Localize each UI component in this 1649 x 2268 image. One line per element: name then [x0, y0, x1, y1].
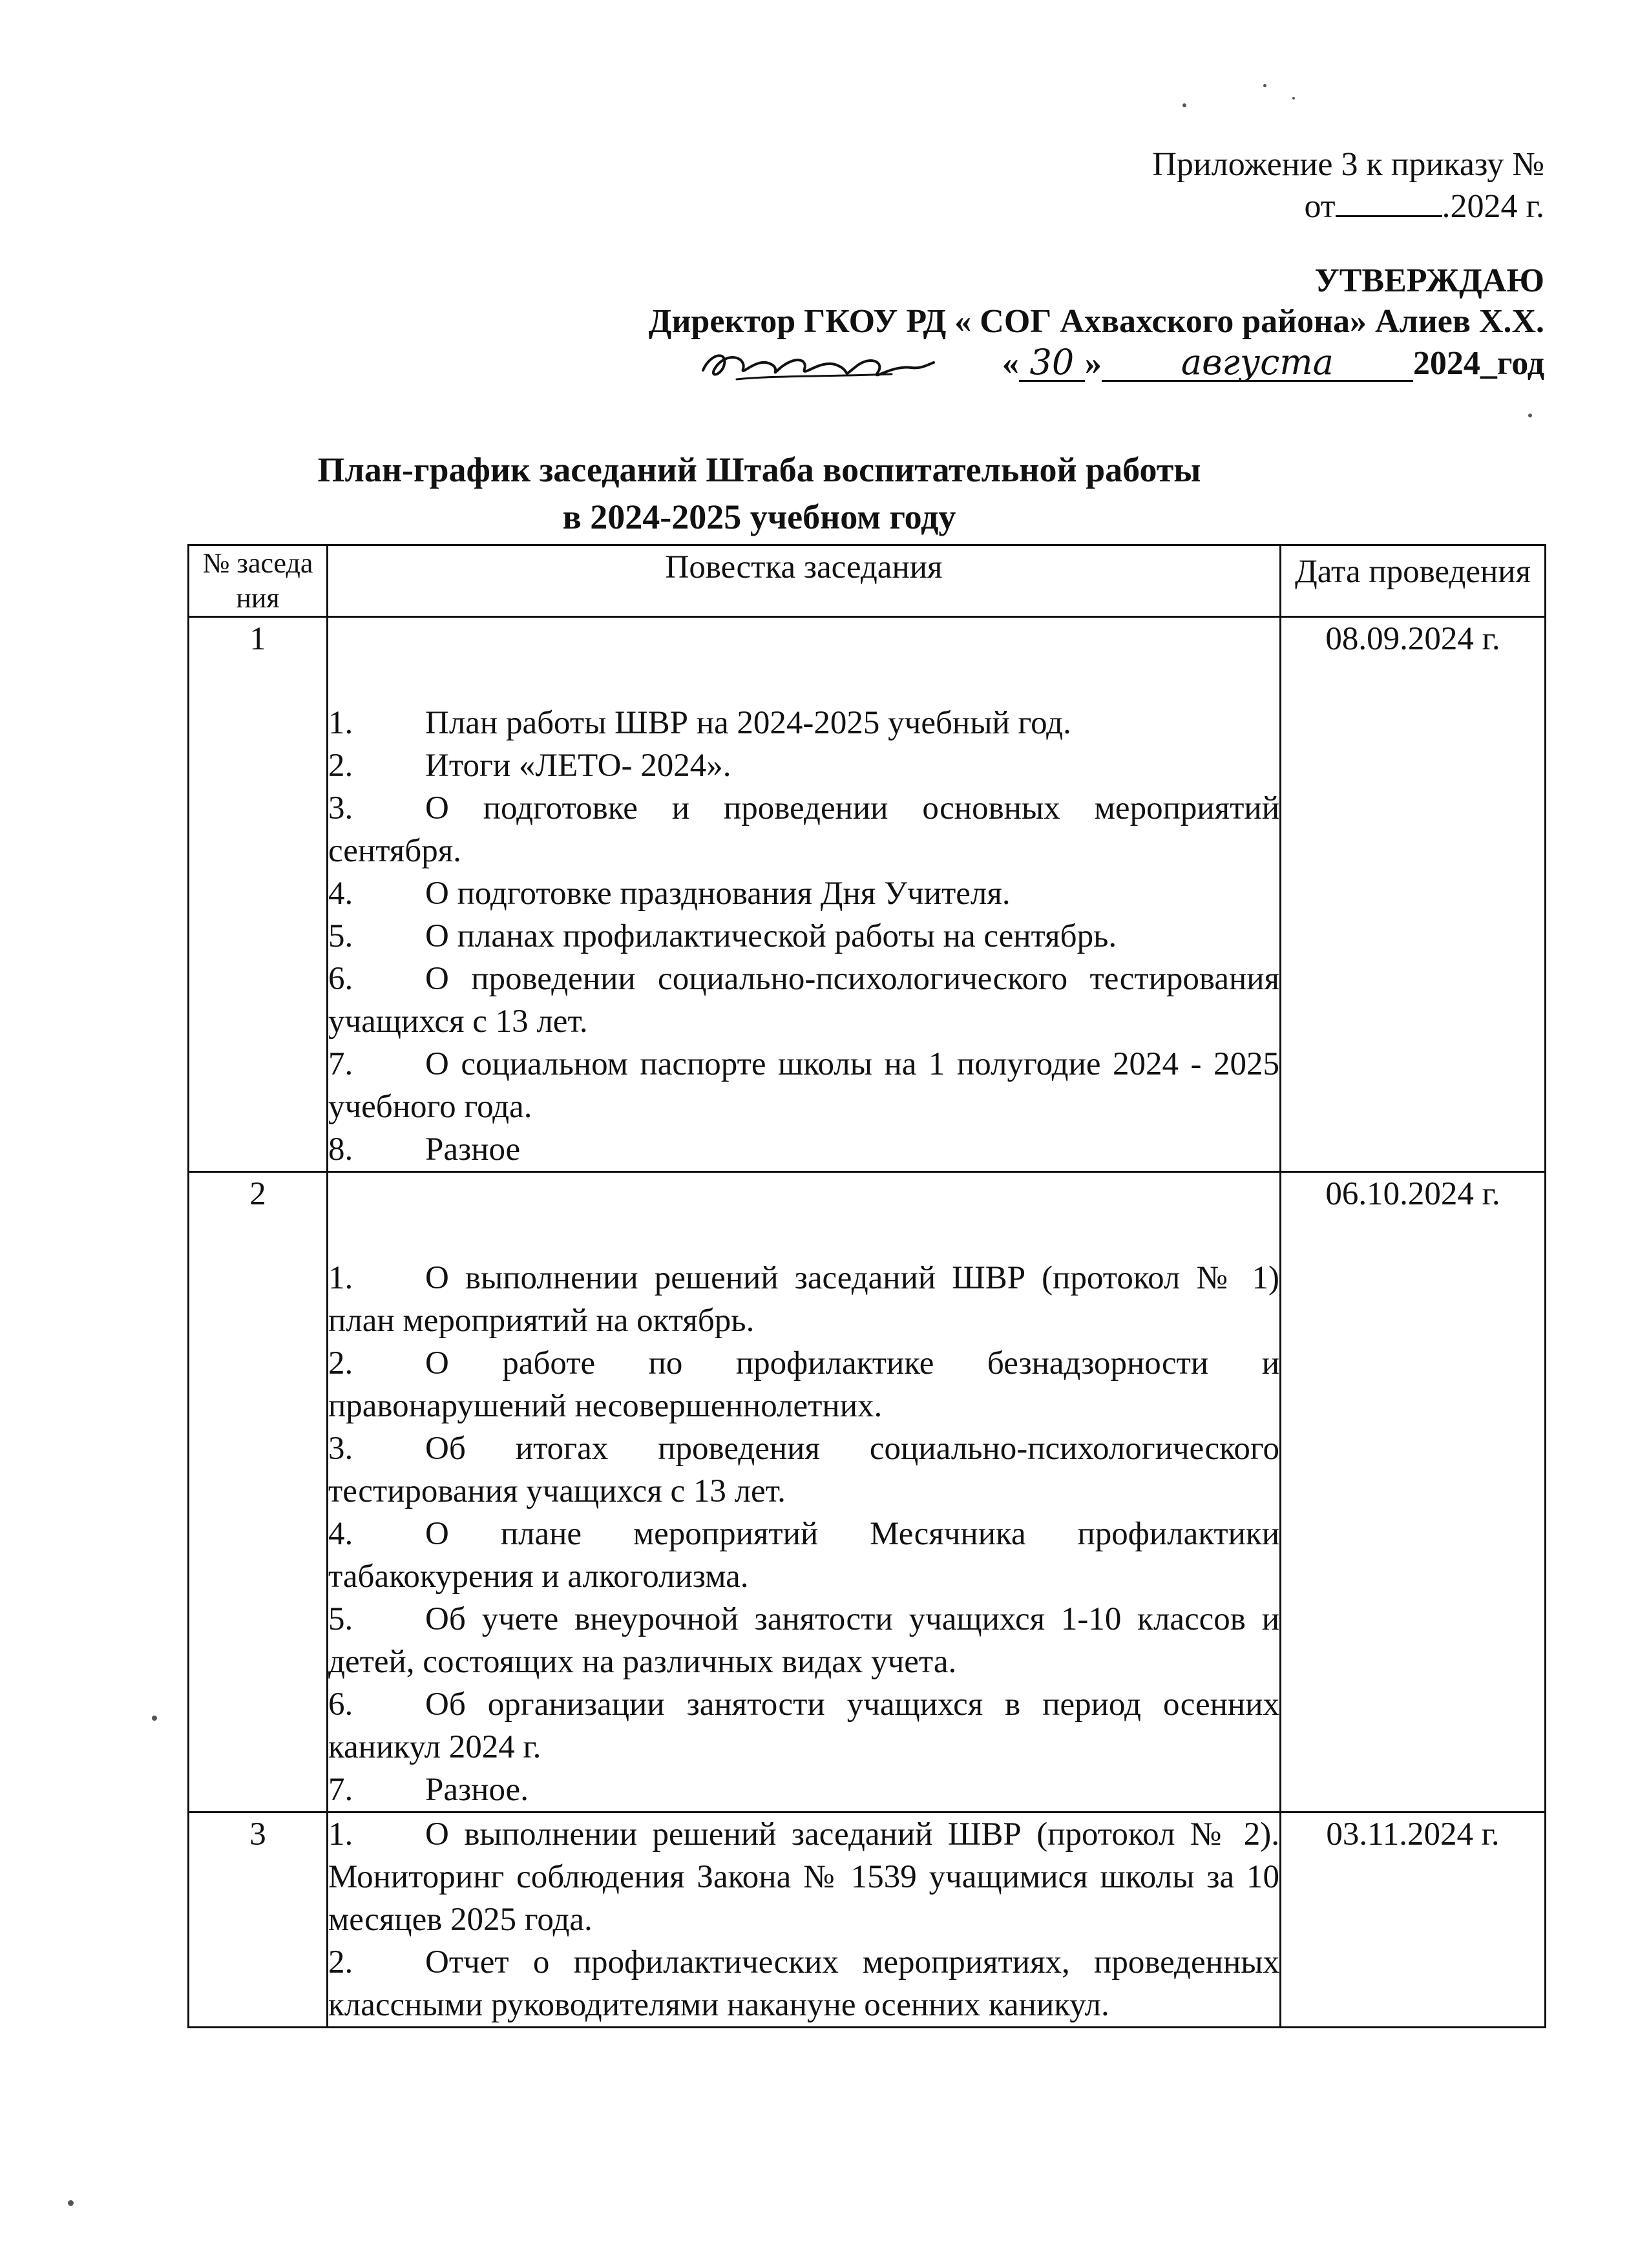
document-title: План-график заседаний Штаба воспитательной работы: [317, 450, 1201, 489]
handwritten-signature: [698, 339, 937, 388]
scan-speck: [1292, 97, 1295, 100]
meeting-number: 2: [189, 1172, 328, 1812]
header-agenda: Повестка заседания: [328, 545, 1281, 617]
list-item: 6. Об организации занятости учащихся в период осенних каникул 2024 г.: [328, 1686, 1279, 1765]
order-date-blank: [1336, 215, 1442, 217]
appendix-reference: Приложение 3 к приказу №: [1152, 146, 1544, 183]
approve-heading: УТВЕРЖДАЮ: [1314, 262, 1544, 299]
meeting-date: 06.10.2024 г.: [1281, 1172, 1546, 1812]
list-item: 7. Разное.: [328, 1772, 529, 1808]
list-item: 6. О проведении социально-психологического тестирования учащихся с 13 лет.: [328, 961, 1279, 1040]
agenda-cell: [328, 1812, 1281, 2028]
order-date-suffix: .2024 г.: [1442, 188, 1544, 225]
list-item: 5. О планах профилактической работы на сентябрь.: [328, 918, 1117, 954]
agenda-list: [328, 1257, 1279, 1811]
quote-close: »: [1084, 345, 1102, 382]
header-date: Дата проведения: [1281, 545, 1546, 617]
agenda-list: [328, 702, 1279, 1171]
list-item: 1. О выполнении решений заседаний ШВР (протокол № 1) план мероприятий на октябрь.: [328, 1260, 1279, 1339]
quote-open: «: [1002, 345, 1019, 382]
scan-speck: [152, 1716, 157, 1721]
list-item: 3. Об итогах проведения социально-психологического тестирования учащихся с 13 лет.: [328, 1431, 1279, 1509]
table-row: [189, 1812, 1546, 2028]
list-item: 7. О социальном паспорте школы на 1 полугодие 2024 - 2025 учебного года.: [328, 1046, 1279, 1125]
agenda-cell: [328, 1172, 1281, 1812]
list-item: 1. О выполнении решений заседаний ШВР (протокол № 2). Мониторинг соблюдения Закона № 1539 учащимися школы за 10 месяцев 2025 года.: [328, 1816, 1279, 1938]
scan-speck: [68, 2200, 74, 2206]
meeting-schedule-table: [187, 544, 1546, 2028]
header-meeting-number: № заседа ния: [189, 545, 328, 617]
list-item: 3. О подготовке и проведении основных мероприятий сентября.: [328, 790, 1279, 869]
document-subtitle: в 2024-2025 учебном году: [562, 498, 956, 536]
table-row: [189, 1172, 1546, 1812]
meeting-date: 03.11.2024 г.: [1281, 1812, 1546, 2028]
list-item: 2. О работе по профилактике безнадзорности и правонарушений несовершеннолетних.: [328, 1345, 1279, 1424]
agenda-list: [328, 1813, 1279, 2026]
meeting-date: 08.09.2024 г.: [1281, 617, 1546, 1172]
scan-speck: [1263, 84, 1266, 87]
blank-space: [328, 1173, 1279, 1257]
list-item: 4. О подготовке празднования Дня Учителя.: [328, 876, 1011, 912]
table-row: [189, 617, 1546, 1172]
meeting-number: 1: [189, 617, 328, 1172]
list-item: 2. Итоги «ЛЕТО- 2024».: [328, 748, 731, 784]
approval-day: 30: [1019, 345, 1085, 382]
blank-space: [328, 618, 1279, 702]
scan-speck: [1528, 414, 1532, 417]
signature-line: [646, 339, 1544, 391]
list-item: 5. Об учете внеурочной занятости учащихся 1-10 классов и детей, состоящих на различных видах учета.: [328, 1601, 1279, 1680]
list-item: 4. О плане мероприятий Месячника профилактики табакокурения и алкоголизма.: [328, 1516, 1279, 1595]
scan-speck: [1182, 103, 1186, 107]
order-date-line: [452, 187, 1544, 226]
list-item: 8. Разное: [328, 1131, 521, 1168]
agenda-cell: [328, 617, 1281, 1172]
director-line: Директор ГКОУ РД « СОГ Ахвахского района» Алиев Х.Х.: [648, 303, 1544, 340]
approval-month: августа: [1102, 345, 1413, 382]
order-date-prefix: от: [1304, 188, 1336, 225]
approval-date: [1002, 344, 1544, 383]
approval-year: 2024_год: [1413, 345, 1544, 382]
list-item: 1. План работы ШВР на 2024-2025 учебный год.: [328, 705, 1071, 741]
list-item: 2. Отчет о профилактических мероприятиях, проведенных классными руководителями накануне осенних каникул.: [328, 1944, 1279, 2023]
meeting-number: 3: [189, 1812, 328, 2028]
table-header-row: [189, 545, 1546, 617]
